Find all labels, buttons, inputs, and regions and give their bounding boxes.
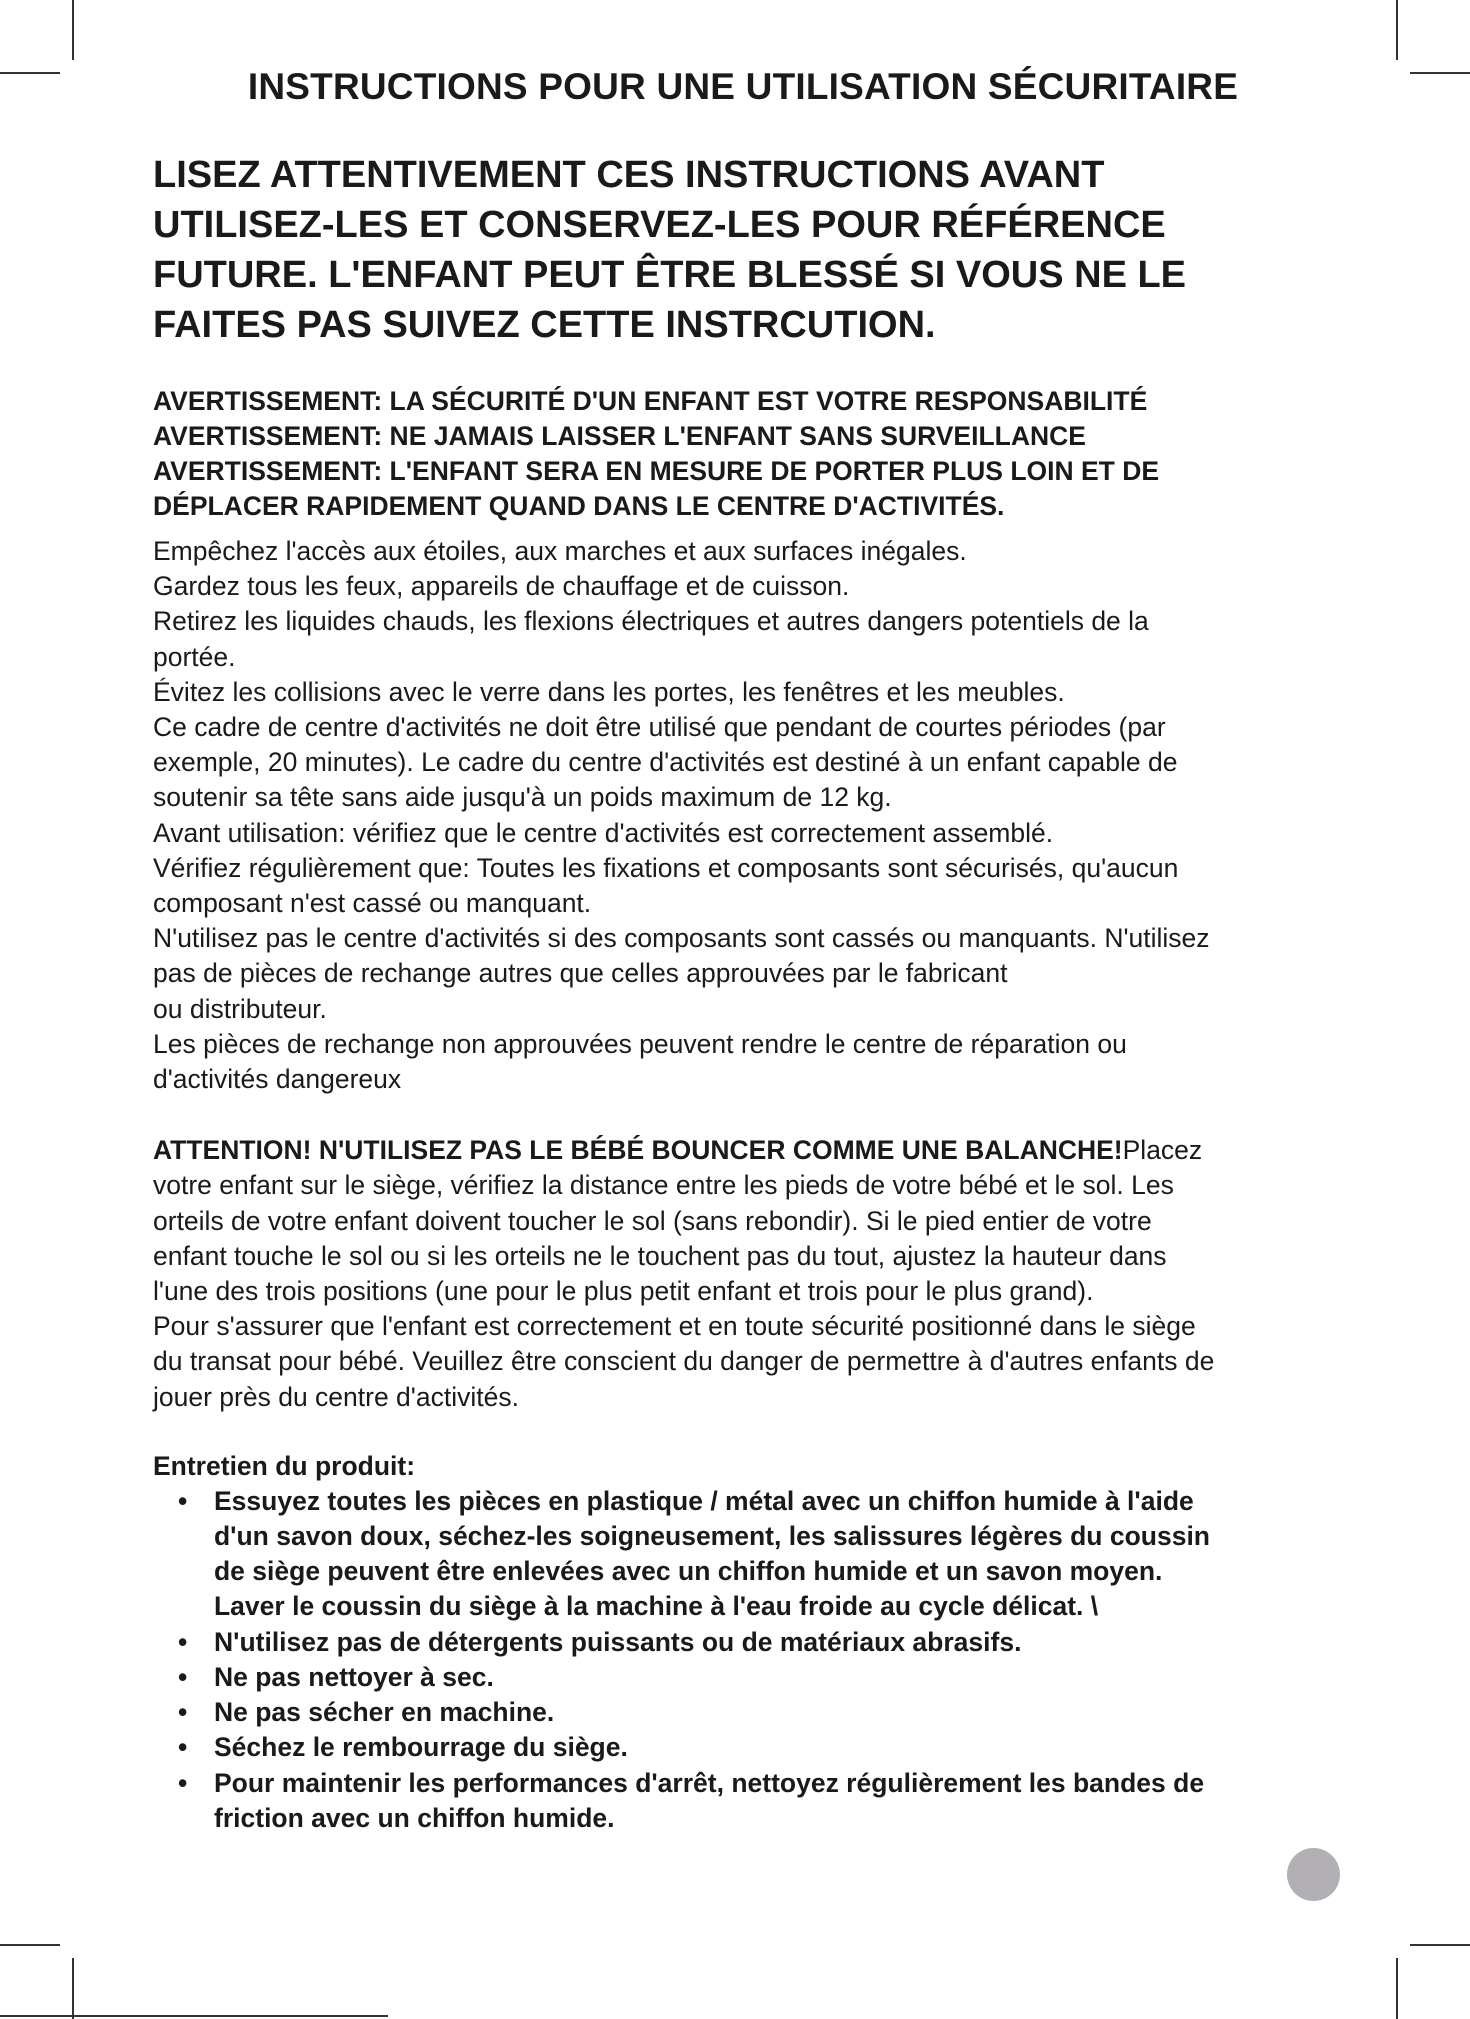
body-line: Avant utilisation: vérifiez que le centre d'activités est correctement assemblé. xyxy=(153,817,1054,848)
bullet-icon: • xyxy=(178,1661,188,1692)
bullet-icon: • xyxy=(178,1732,188,1763)
page-title: INSTRUCTIONS POUR UNE UTILISATION SÉCURITAIRE xyxy=(247,66,1239,107)
warning-line: DÉPLACER RAPIDEMENT QUAND DANS LE CENTRE D'ACTIVITÉS. xyxy=(153,491,1005,521)
warning-line: AVERTISSEMENT: NE JAMAIS LAISSER L'ENFANT SANS SURVEILLANCE xyxy=(153,421,1086,451)
attention-line: votre enfant sur le siège, vérifiez la distance entre les pieds de votre bébé et le sol. Les xyxy=(153,1170,1174,1201)
page-marker-dot xyxy=(1287,1848,1340,1901)
attention-line: Pour s'assurer que l'enfant est correctement et en toute sécurité positionné dans le siège xyxy=(153,1311,1196,1342)
attention-paragraph xyxy=(153,1133,1343,1415)
attention-line: orteils de votre enfant doivent toucher le sol (sans rebondir). Si le pied entier de votre xyxy=(153,1205,1152,1236)
intro-line: LISEZ ATTENTIVEMENT CES INSTRUCTIONS AVANT xyxy=(153,154,1105,196)
list-item xyxy=(153,1766,1343,1836)
intro-line: UTILISEZ-LES ET CONSERVEZ-LES POUR RÉFÉRENCE xyxy=(153,204,1166,246)
list-item xyxy=(153,1730,1343,1765)
intro-paragraph xyxy=(153,150,1343,350)
body-line: Gardez tous les feux, appareils de chauffage et de cuisson. xyxy=(153,571,850,602)
warning-line: AVERTISSEMENT: L'ENFANT SERA EN MESURE DE PORTER PLUS LOIN ET DE xyxy=(153,456,1160,486)
body-line: composant n'est cassé ou manquant. xyxy=(153,888,592,919)
attention-lead: ATTENTION! N'UTILISEZ PAS LE BÉBÉ BOUNCER COMME UNE BALANCHE! xyxy=(153,1135,1123,1166)
body-line: Ce cadre de centre d'activités ne doit être utilisé que pendant de courtes périodes (par xyxy=(153,712,1166,743)
warning-line: AVERTISSEMENT: LA SÉCURITÉ D'UN ENFANT EST VOTRE RESPONSABILITÉ xyxy=(153,386,1148,416)
attention-lead-rest: Placez xyxy=(1122,1135,1203,1166)
list-item-line: Séchez le rembourrage du siège. xyxy=(214,1732,628,1763)
list-item-line: N'utilisez pas de détergents puissants ou de matériaux abrasifs. xyxy=(214,1626,1022,1657)
list-item xyxy=(153,1660,1343,1695)
crop-mark-top-right-vertical xyxy=(1396,0,1398,60)
list-item-line: de siège peuvent être enlevées avec un chiffon humide et un savon moyen. xyxy=(214,1556,1163,1587)
bullet-icon: • xyxy=(178,1626,188,1657)
list-item xyxy=(153,1695,1343,1730)
safety-instructions xyxy=(153,534,1343,1097)
bullet-icon: • xyxy=(178,1485,188,1516)
body-line: Les pièces de rechange non approuvées peuvent rendre le centre de réparation ou xyxy=(153,1028,1127,1059)
bullet-icon: • xyxy=(178,1767,188,1798)
body-line: Retirez les liquides chauds, les flexions électriques et autres dangers potentiels de la xyxy=(153,606,1149,637)
body-line: portée. xyxy=(153,641,236,672)
crop-mark-top-left-vertical xyxy=(72,0,74,60)
crop-mark-bottom-right-horizontal xyxy=(1410,1944,1470,1946)
list-item-line: friction avec un chiffon humide. xyxy=(214,1802,615,1833)
list-item xyxy=(153,1625,1343,1660)
attention-line: l'une des trois positions (une pour le plus petit enfant et trois pour le plus grand). xyxy=(153,1276,1094,1307)
care-heading: Entretien du produit: xyxy=(153,1450,416,1481)
list-item-line: Ne pas nettoyer à sec. xyxy=(214,1661,494,1692)
list-item-line: Laver le coussin du siège à la machine à l'eau froide au cycle délicat. \ xyxy=(214,1591,1099,1622)
care-list xyxy=(153,1484,1343,1836)
body-line: ou distributeur. xyxy=(153,993,327,1024)
intro-line: FUTURE. L'ENFANT PEUT ÊTRE BLESSÉ SI VOUS NE LE xyxy=(153,254,1187,296)
crop-mark-bottom-right-vertical xyxy=(1396,1958,1398,2019)
document-body xyxy=(153,150,1343,1836)
body-line: d'activités dangereux xyxy=(153,1064,402,1095)
body-line: Évitez les collisions avec le verre dans les portes, les fenêtres et les meubles. xyxy=(153,676,1065,707)
list-item-line: Essuyez toutes les pièces en plastique / métal avec un chiffon humide à l'aide xyxy=(214,1485,1194,1516)
warnings-block xyxy=(153,384,1343,524)
body-line: pas de pièces de rechange autres que celles approuvées par le fabricant xyxy=(153,958,1008,989)
body-line: Vérifiez régulièrement que: Toutes les fixations et composants sont sécurisés, qu'aucun xyxy=(153,852,1179,883)
attention-line: jouer près du centre d'activités. xyxy=(153,1381,519,1412)
bullet-icon: • xyxy=(178,1697,188,1728)
body-line: exemple, 20 minutes). Le cadre du centre d'activités est destiné à un enfant capable de xyxy=(153,747,1178,778)
attention-line: du transat pour bébé. Veuillez être conscient du danger de permettre à d'autres enfants de xyxy=(153,1346,1215,1377)
list-item-line: d'un savon doux, séchez-les soigneusement, les salissures légères du coussin xyxy=(214,1521,1210,1552)
crop-mark-bottom-left-horizontal xyxy=(0,1944,60,1946)
body-line: soutenir sa tête sans aide jusqu'à un poids maximum de 12 kg. xyxy=(153,782,892,813)
body-line: Empêchez l'accès aux étoiles, aux marches et aux surfaces inégales. xyxy=(153,536,967,566)
footer-rule xyxy=(0,2015,388,2017)
attention-line: enfant touche le sol ou si les orteils ne le touchent pas du tout, ajustez la hauteur dans xyxy=(153,1240,1167,1271)
intro-line: FAITES PAS SUIVEZ CETTE INSTRCUTION. xyxy=(153,304,936,346)
list-item-line: Ne pas sécher en machine. xyxy=(214,1697,555,1728)
body-line: N'utilisez pas le centre d'activités si des composants sont cassés ou manquants. N'utilisez xyxy=(153,923,1210,954)
crop-mark-bottom-left-vertical xyxy=(72,1958,74,2019)
attention-first-line xyxy=(153,1133,1343,1168)
list-item-line: Pour maintenir les performances d'arrêt, nettoyez régulièrement les bandes de xyxy=(214,1767,1205,1798)
list-item xyxy=(153,1484,1343,1625)
